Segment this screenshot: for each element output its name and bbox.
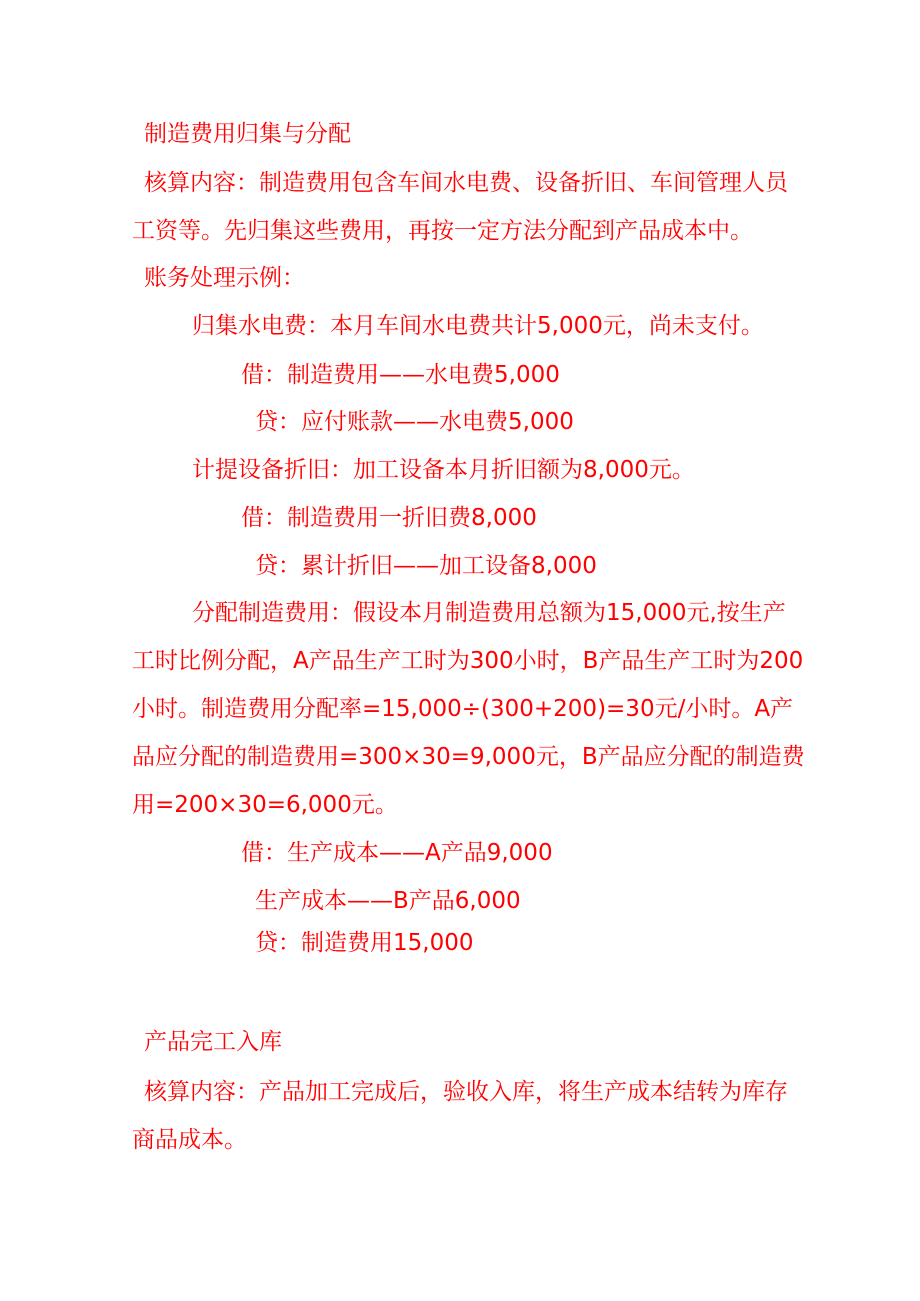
allocation-line-4: 品应分配的制造费用=300×30=9,000元，B产品应分配的制造费 — [132, 744, 805, 770]
allocation-line-3: 小时。制造费用分配率=15,000÷(300+200)=30元/小时。A产 — [132, 696, 794, 722]
utilities-text: 归集水电费：本月车间水电费共计5,000元，尚未支付。 — [192, 313, 764, 339]
allocation-debit-2: 生产成本——B产品6,000 — [255, 888, 521, 914]
allocation-credit: 贷：制造费用15,000 — [255, 930, 474, 956]
completion-content-line-1: 核算内容：产品加工完成后，验收入库，将生产成本结转为库存 — [144, 1079, 788, 1105]
overhead-content-line-2: 工资等。先归集这些费用，再按一定方法分配到产品成本中。 — [132, 218, 753, 244]
overhead-content-line-1: 核算内容：制造费用包含车间水电费、设备折旧、车间管理人员 — [144, 170, 788, 196]
section-heading-completion: 产品完工入库 — [144, 1029, 282, 1055]
section-heading-overhead: 制造费用归集与分配 — [144, 121, 351, 147]
utilities-debit: 借：制造费用——水电费5,000 — [241, 362, 560, 388]
allocation-line-2: 工时比例分配，A产品生产工时为300小时，B产品生产工时为200 — [132, 648, 804, 674]
depreciation-debit: 借：制造费用一折旧费8,000 — [241, 505, 537, 531]
allocation-line-5: 用=200×30=6,000元。 — [132, 792, 398, 818]
depreciation-credit: 贷：累计折旧——加工设备8,000 — [255, 553, 597, 579]
completion-content-line-2: 商品成本。 — [132, 1127, 247, 1153]
allocation-line-1: 分配制造费用：假设本月制造费用总额为15,000元,按生产 — [192, 600, 786, 626]
depreciation-text: 计提设备折旧：加工设备本月折旧额为8,000元。 — [192, 457, 695, 483]
utilities-credit: 贷：应付账款——水电费5,000 — [255, 409, 574, 435]
allocation-debit: 借：生产成本——A产品9,000 — [241, 840, 553, 866]
example-heading: 账务处理示例： — [144, 265, 305, 291]
